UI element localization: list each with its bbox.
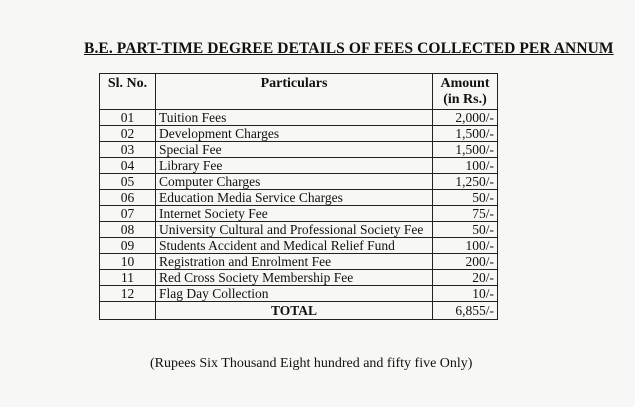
fee-rows bbox=[100, 110, 498, 302]
sl-no-cell: 11 bbox=[100, 270, 156, 286]
sl-no-cell: 10 bbox=[100, 254, 156, 270]
particular-cell: Internet Society Fee bbox=[156, 206, 433, 222]
particular-cell: Special Fee bbox=[156, 142, 433, 158]
amount-cell: 1,500/- bbox=[433, 126, 498, 142]
table-row bbox=[100, 126, 498, 142]
table-row bbox=[100, 254, 498, 270]
sl-no-cell: 12 bbox=[100, 286, 156, 302]
particular-cell: Computer Charges bbox=[156, 174, 433, 190]
header-particulars: Particulars bbox=[156, 74, 433, 110]
header-sl-no: Sl. No. bbox=[100, 74, 156, 110]
header-amount-line1: Amount bbox=[440, 76, 490, 91]
table-row bbox=[100, 270, 498, 286]
amount-cell: 200/- bbox=[433, 254, 498, 270]
header-amount bbox=[433, 74, 498, 110]
particular-cell: Students Accident and Medical Relief Fund bbox=[156, 238, 433, 254]
sl-no-cell: 02 bbox=[100, 126, 156, 142]
amount-cell: 75/- bbox=[433, 206, 498, 222]
amount-cell: 50/- bbox=[433, 222, 498, 238]
sl-no-cell: 05 bbox=[100, 174, 156, 190]
table-row bbox=[100, 206, 498, 222]
amount-cell: 1,250/- bbox=[433, 174, 498, 190]
table-row bbox=[100, 174, 498, 190]
page-title: B.E. PART-TIME DEGREE DETAILS OF FEES COLLECTED PER ANNUM bbox=[84, 40, 614, 57]
particular-cell: Registration and Enrolment Fee bbox=[156, 254, 433, 270]
amount-cell: 100/- bbox=[433, 158, 498, 174]
table-row bbox=[100, 238, 498, 254]
total-amount: 6,855/- bbox=[433, 302, 498, 320]
particular-cell: Development Charges bbox=[156, 126, 433, 142]
table-row bbox=[100, 142, 498, 158]
sl-no-cell: 06 bbox=[100, 190, 156, 206]
sl-no-cell: 08 bbox=[100, 222, 156, 238]
fees-table bbox=[99, 73, 498, 320]
particular-cell: Education Media Service Charges bbox=[156, 190, 433, 206]
table-row bbox=[100, 190, 498, 206]
table-row bbox=[100, 286, 498, 302]
sl-no-cell: 04 bbox=[100, 158, 156, 174]
total-row bbox=[100, 302, 498, 320]
sl-no-cell: 07 bbox=[100, 206, 156, 222]
amount-cell: 2,000/- bbox=[433, 110, 498, 126]
particular-cell: Library Fee bbox=[156, 158, 433, 174]
table-row bbox=[100, 158, 498, 174]
amount-cell: 10/- bbox=[433, 286, 498, 302]
particular-cell: Flag Day Collection bbox=[156, 286, 433, 302]
total-label: TOTAL bbox=[156, 302, 433, 320]
table-row bbox=[100, 110, 498, 126]
amount-cell: 1,500/- bbox=[433, 142, 498, 158]
sl-no-cell: 01 bbox=[100, 110, 156, 126]
particular-cell: Tuition Fees bbox=[156, 110, 433, 126]
table-row bbox=[100, 222, 498, 238]
amount-cell: 20/- bbox=[433, 270, 498, 286]
sl-no-cell: 03 bbox=[100, 142, 156, 158]
amount-in-words: (Rupees Six Thousand Eight hundred and fifty five Only) bbox=[150, 356, 473, 371]
amount-cell: 100/- bbox=[433, 238, 498, 254]
header-amount-line2: (in Rs.) bbox=[443, 92, 487, 107]
particular-cell: University Cultural and Professional Society Fee bbox=[156, 222, 433, 238]
total-blank-cell bbox=[100, 302, 156, 320]
amount-cell: 50/- bbox=[433, 190, 498, 206]
table-header-row bbox=[100, 74, 498, 110]
sl-no-cell: 09 bbox=[100, 238, 156, 254]
particular-cell: Red Cross Society Membership Fee bbox=[156, 270, 433, 286]
